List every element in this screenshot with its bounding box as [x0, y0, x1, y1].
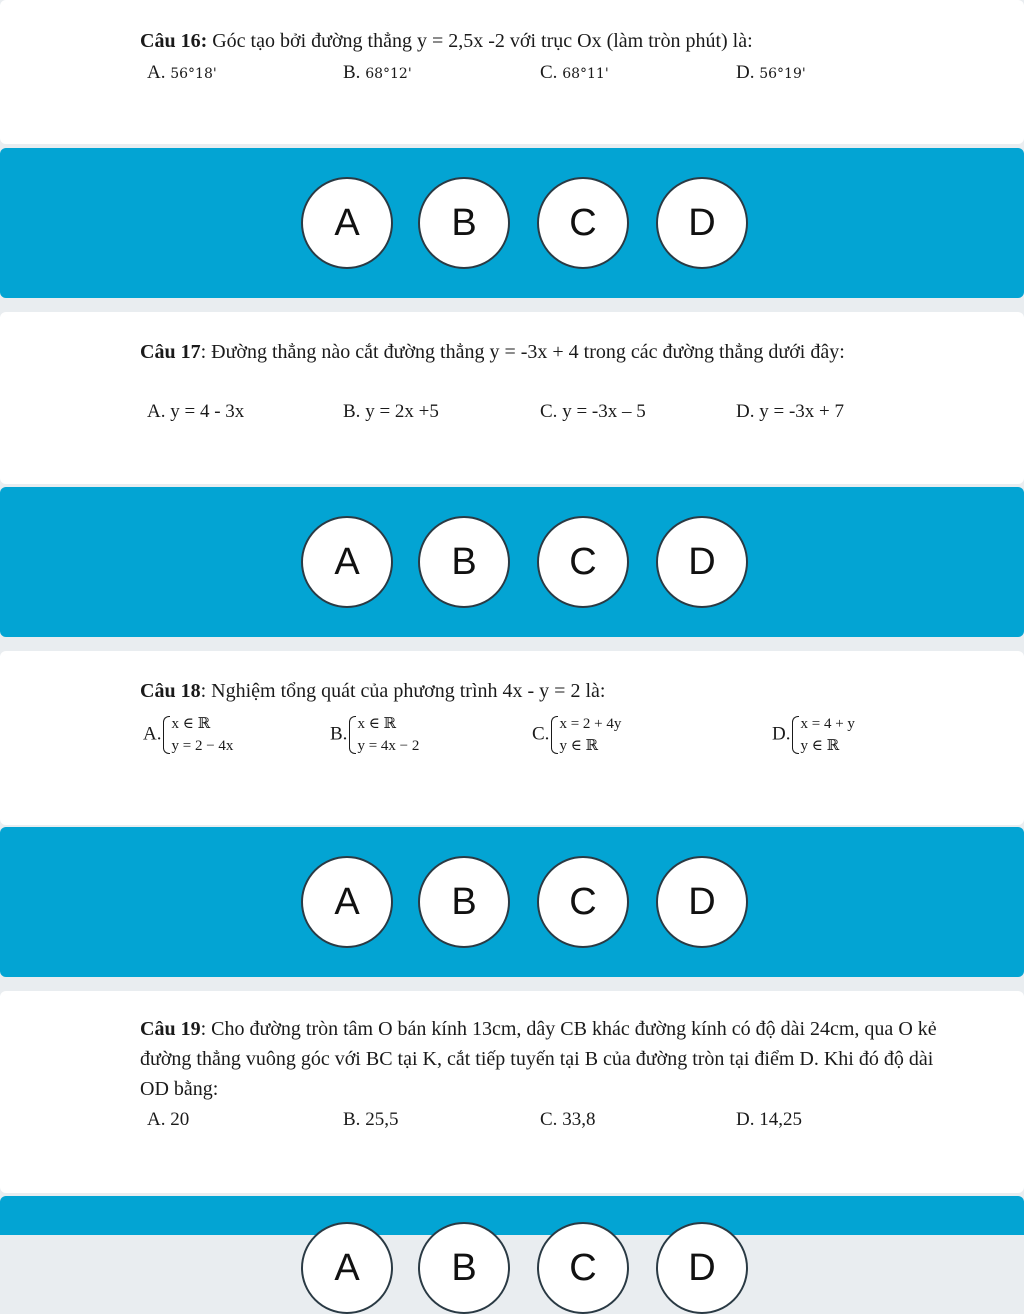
question-text [140, 337, 930, 367]
question-body: Góc tạo bởi đường thẳng y = 2,5x -2 với trục Ox (làm tròn phút) là: [212, 30, 753, 52]
answer-button-c[interactable]: C [537, 177, 629, 269]
option-b: B. x ∈ ℝ y = 4x − 2 [330, 713, 419, 757]
answer-button-d[interactable]: D [656, 1222, 748, 1314]
option-c: C. 33,8 [540, 1109, 596, 1130]
equation-system: x ∈ ℝ y = 2 − 4x [161, 713, 233, 757]
option-b: B. 68°12' [343, 62, 412, 83]
question-text [140, 1014, 940, 1104]
option-b: B. y = 2x +5 [343, 401, 439, 422]
answer-button-d[interactable]: D [656, 177, 748, 269]
option-a: A. x ∈ ℝ y = 2 − 4x [143, 713, 233, 757]
answer-button-d[interactable]: D [656, 856, 748, 948]
question-card-17 [0, 312, 1024, 484]
equation-system: x = 2 + 4y y ∈ ℝ [549, 713, 621, 757]
question-number: Câu 19 [140, 1018, 201, 1040]
question-body: : Đường thẳng nào cắt đường thẳng y = -3x + 4 trong các đường thẳng dưới đây: [200, 341, 845, 363]
option-d: D. y = -3x + 7 [736, 401, 844, 422]
question-text [140, 26, 940, 56]
option-c: C. x = 2 + 4y y ∈ ℝ [532, 713, 621, 757]
answer-button-a[interactable]: A [301, 177, 393, 269]
question-number: Câu 17 [140, 341, 201, 363]
question-number: Câu 18 [140, 680, 201, 702]
answer-button-a[interactable]: A [301, 1222, 393, 1314]
option-c: C. y = -3x – 5 [540, 401, 646, 422]
option-b: B. 25,5 [343, 1109, 399, 1130]
question-body: : Cho đường tròn tâm O bán kính 13cm, dây CB khác đường kính có độ dài 24cm, qua O kẻ đường thẳng vuông góc với BC tại K, cắt tiếp tuyến tại B của đường tròn tại điểm D. Khi đó độ dài OD bằng: [140, 1018, 937, 1100]
option-a: A. y = 4 - 3x [147, 401, 245, 422]
question-card-16 [0, 0, 1024, 144]
answer-button-c[interactable]: C [537, 516, 629, 608]
answer-button-b[interactable]: B [418, 1222, 510, 1314]
answer-bar-18 [0, 827, 1024, 977]
answer-button-a[interactable]: A [301, 516, 393, 608]
question-card-18 [0, 651, 1024, 825]
answer-button-c[interactable]: C [537, 856, 629, 948]
option-a: A. 20 [147, 1109, 190, 1130]
option-d: D. 14,25 [736, 1109, 802, 1130]
answer-bar-19 [0, 1196, 1024, 1289]
answer-bar-16 [0, 148, 1024, 298]
answer-bar-17 [0, 487, 1024, 637]
answer-button-b[interactable]: B [418, 856, 510, 948]
question-card-19 [0, 991, 1024, 1193]
answer-button-b[interactable]: B [418, 177, 510, 269]
question-text [140, 676, 940, 706]
question-number: Câu 16: [140, 30, 208, 52]
option-d: D. 56°19' [736, 62, 806, 83]
option-d: D. x = 4 + y y ∈ ℝ [772, 713, 855, 757]
answer-button-b[interactable]: B [418, 516, 510, 608]
equation-system: x ∈ ℝ y = 4x − 2 [347, 713, 419, 757]
answer-button-d[interactable]: D [656, 516, 748, 608]
question-body: : Nghiệm tổng quát của phương trình 4x - y = 2 là: [200, 680, 606, 702]
option-c: C. 68°11' [540, 62, 609, 83]
equation-system: x = 4 + y y ∈ ℝ [790, 713, 854, 757]
answer-button-a[interactable]: A [301, 856, 393, 948]
option-a: A. 56°18' [147, 62, 217, 83]
answer-button-c[interactable]: C [537, 1222, 629, 1314]
